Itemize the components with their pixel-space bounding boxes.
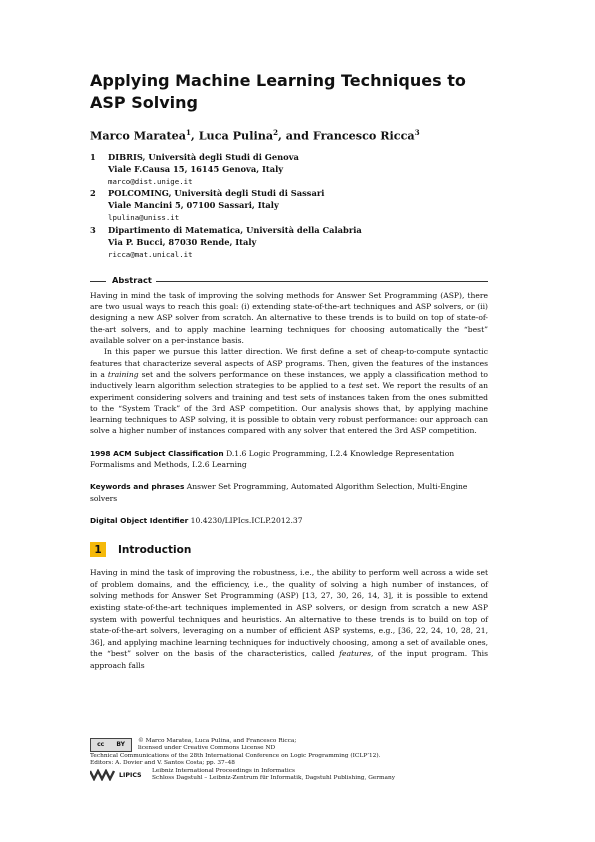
creative-commons-badge (90, 738, 132, 752)
abstract-heading (90, 275, 488, 287)
proceedings-line: Technical Communications of the 28th International Conference on Logic Programming (ICLP’12). (90, 752, 381, 759)
affiliation-institution: DIBRIS, Università degli Studi di Genova (108, 151, 299, 162)
section-number: 1 (90, 542, 106, 557)
acm-classification (90, 448, 488, 471)
lipics-wordmark: LIPICS (119, 771, 142, 779)
keywords-text: Answer Set Programming, Automated Algorithm Selection, Multi-Engine solvers (90, 482, 468, 503)
abstract-text-run: In this paper we pursue this latter direction. We first define a set of cheap-to-compute syntactic features that characterize several aspects of ASP programs. Then, given the features of the instances in a (90, 347, 488, 379)
affiliation-email[interactable]: ricca@mat.unical.it (108, 249, 193, 259)
acm-text: D.1.6 Logic Programming, I.2.4 Knowledge Representation Formalisms and Methods, I.2.6 Learning (90, 448, 455, 470)
section-heading (90, 542, 488, 557)
affiliation-number: 3 (90, 225, 96, 236)
author-affil-mark: 1 (186, 128, 191, 137)
abstract-paragraph (90, 346, 488, 436)
abstract-paragraph: Having in mind the task of improving the solving methods for Answer Set Programming (ASP), there are two usual ways to reach this goal: (i) extending state-of-the-art techniques and ASP solvers, or (ii) designing a new ASP solver from scratch. An alternative to these trends is to build on top of state-of-the-art solvers, and to apply machine learning techniques for choosing automatically the “best” available solver on a per-instance basis. (90, 290, 488, 346)
abstract-text-run: set. We report the results of an experiment considering solvers and training and test sets of instances taken from the ones submitted to the “System Track” of the 3rd ASP competition. Our analysis shows that, by applying machine learning techniques to ASP solving, it is possible to obtain very robust performance: our approach can solve a higher number of instances compared with any solver that entered the 3rd ASP competition. (90, 381, 488, 436)
affiliation-institution: POLCOMING, Università degli Studi di Sassari (108, 188, 325, 199)
emphasis-test: test (348, 381, 363, 391)
author-name: Francesco Ricca (312, 128, 415, 143)
license-row (90, 738, 488, 753)
paper-title: Applying Machine Learning Techniques to ASP Solving (90, 71, 466, 112)
keywords-label: Keywords and phrases (90, 482, 185, 492)
affiliation-address: Via P. Bucci, 87030 Rende, Italy (108, 237, 257, 248)
emphasis-features: features (339, 649, 371, 659)
lipics-row (90, 768, 488, 783)
affiliation-address: Viale F.Causa 15, 16145 Genova, Italy (108, 163, 284, 174)
author-name: Luca Pulina (198, 128, 274, 143)
section-title: Introduction (118, 543, 192, 556)
paper-first-page (90, 70, 488, 672)
author-name: Marco Maratea (90, 128, 187, 143)
acm-label: 1998 ACM Subject Classification (90, 448, 224, 458)
copyright-line: © Marco Maratea, Luca Pulina, and Francesco Ricca; (138, 738, 297, 744)
page-footer (90, 738, 488, 783)
lipics-publisher-line: Schloss Dagstuhl – Leibniz-Zentrum für Informatik, Dagstuhl Publishing, Germany (152, 775, 395, 782)
cc-icon: cc (97, 741, 105, 749)
affiliation-email[interactable]: marco@dist.unige.it (108, 176, 193, 186)
abstract-rule-right (156, 281, 488, 282)
intro-text-run: Having in mind the task of improving the robustness, i.e., the ability to perform well across a wide set of problem domains, and the efficiency, i.e., the quality of solving a high number of instances, of solving methods for Answer Set Programming (ASP) [13, 27, 30, 26, 14, 3], it is possible to extend existing state-of-the-art techniques implemented in ASP solvers, or design from scratch a new ASP system with powerful techniques and heuristics. An alternative to these trends is to build on top of state-of-the-art solvers, leveraging on a number of efficient ASP systems, e.g., [36, 22, 24, 10, 28, 21, 36], and applying machine learning techniques for inductively choosing, among a set of available ones, the “best” solver on the basis of the characteristics, called (90, 568, 488, 659)
intro-paragraph (90, 567, 488, 671)
affiliation-email[interactable]: lpulina@uniss.it (108, 213, 180, 223)
by-icon: BY (116, 741, 125, 749)
affiliation-list (90, 152, 488, 261)
emphasis-training: training (107, 369, 139, 379)
affiliation (90, 152, 488, 188)
affiliation-institution: Dipartimento di Matematica, Università della Calabria (108, 225, 362, 236)
lipics-series-line: Leibniz International Proceedings in Informatics (152, 768, 295, 775)
keywords (90, 481, 488, 504)
abstract-text (90, 290, 488, 437)
lipics-logo (90, 769, 152, 781)
lipics-wave-icon (90, 769, 116, 781)
author-separator: , and (277, 128, 313, 143)
affiliation (90, 188, 488, 224)
affiliation (90, 225, 488, 261)
editors-line: Editors: A. Dovier and V. Santos Costa; pp. 37–48 (90, 759, 235, 766)
author-affil-mark: 2 (273, 128, 278, 137)
intro-text-run: , of the input program. This approach falls (90, 649, 489, 670)
affiliation-address: Viale Mancini 5, 07100 Sassari, Italy (108, 200, 279, 211)
doi (90, 515, 488, 526)
author-list (90, 128, 488, 143)
doi-link[interactable]: 10.4230/LIPIcs.ICLP.2012.37 (190, 515, 303, 525)
author-affil-mark: 3 (414, 128, 420, 137)
abstract-label: Abstract (112, 274, 152, 285)
doi-label: Digital Object Identifier (90, 515, 189, 525)
abstract-rule-left (90, 281, 106, 282)
affiliation-number: 2 (90, 188, 96, 199)
author-separator: , (190, 128, 199, 143)
license-line: licensed under Creative Commons License ND (138, 745, 276, 752)
affiliation-number: 1 (90, 151, 96, 162)
abstract-text-run: set and the solvers performance on these instances, we apply a classification method to inductively learn algorithm selection strategies to be applied to a (90, 369, 488, 391)
